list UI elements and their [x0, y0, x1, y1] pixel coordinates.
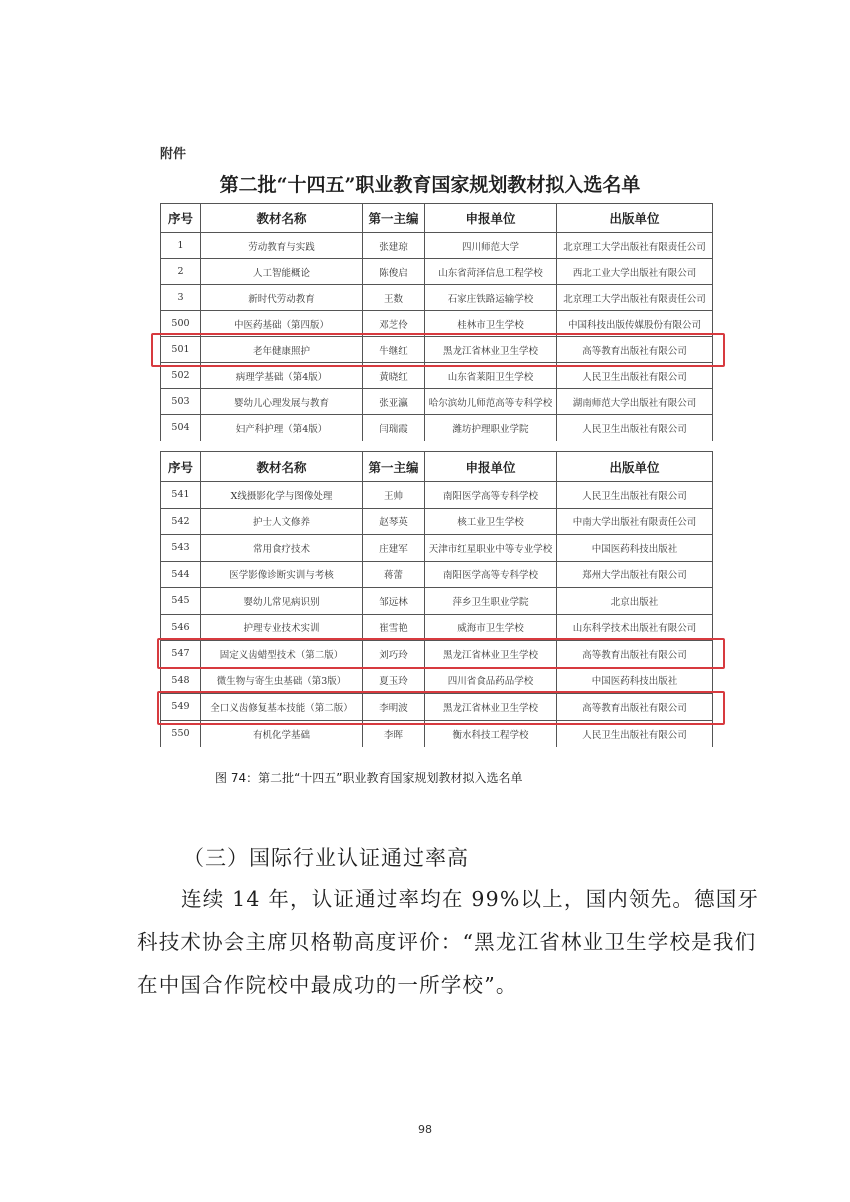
cell-applicant: 南阳医学高等专科学校	[425, 482, 557, 509]
cell-publisher: 中国医药科技出版社	[557, 667, 713, 694]
header-applicant: 申报单位	[425, 204, 557, 233]
cell-title: 病理学基础（第4版）	[201, 363, 363, 389]
highlight-box-row-547	[157, 638, 725, 669]
header-applicant: 申报单位	[425, 452, 557, 482]
cell-seq: 502	[161, 363, 201, 389]
cell-editor: 李晖	[363, 720, 425, 747]
cell-publisher: 高等教育出版社有限公司	[557, 694, 713, 721]
header-publisher: 出版单位	[557, 452, 713, 482]
header-editor: 第一主编	[363, 452, 425, 482]
cell-editor: 陈俊启	[363, 259, 425, 285]
cell-applicant: 南阳医学高等专科学校	[425, 561, 557, 588]
table-row	[161, 561, 713, 588]
cell-applicant: 黑龙江省林业卫生学校	[425, 694, 557, 721]
table-row	[161, 389, 713, 415]
cell-editor: 邹远林	[363, 588, 425, 615]
cell-title: 全口义齿修复基本技能（第二版）	[201, 694, 363, 721]
cell-seq: 548	[161, 667, 201, 694]
cell-seq: 542	[161, 508, 201, 535]
cell-seq: 546	[161, 614, 201, 641]
cell-publisher: 山东科学技术出版社有限公司	[557, 614, 713, 641]
header-seq: 序号	[161, 204, 201, 233]
table-row	[161, 508, 713, 535]
cell-title: 常用食疗技术	[201, 535, 363, 562]
cell-title: 医学影像诊断实训与考核	[201, 561, 363, 588]
table-row	[161, 535, 713, 562]
cell-seq: 545	[161, 588, 201, 615]
cell-publisher: 中国医药科技出版社	[557, 535, 713, 562]
cell-title: 固定义齿蜡型技术（第二版）	[201, 641, 363, 668]
cell-title: 劳动教育与实践	[201, 233, 363, 259]
cell-publisher: 北京理工大学出版社有限责任公司	[557, 285, 713, 311]
cell-title: 老年健康照护	[201, 337, 363, 363]
cell-applicant: 石家庄铁路运输学校	[425, 285, 557, 311]
cell-title: X线摄影化学与图像处理	[201, 482, 363, 509]
textbook-table-1	[160, 203, 713, 441]
header-publisher: 出版单位	[557, 204, 713, 233]
header-editor: 第一主编	[363, 204, 425, 233]
cell-seq: 550	[161, 720, 201, 747]
cell-seq: 501	[161, 337, 201, 363]
cell-editor: 夏玉玲	[363, 667, 425, 694]
cell-seq: 3	[161, 285, 201, 311]
cell-applicant: 核工业卫生学校	[425, 508, 557, 535]
cell-editor: 崔雪艳	[363, 614, 425, 641]
cell-publisher: 人民卫生出版社有限公司	[557, 720, 713, 747]
cell-seq: 1	[161, 233, 201, 259]
cell-title: 有机化学基础	[201, 720, 363, 747]
cell-applicant: 黑龙江省林业卫生学校	[425, 641, 557, 668]
cell-publisher: 北京出版社	[557, 588, 713, 615]
table-header-row	[161, 452, 713, 482]
cell-publisher: 中国科技出版传媒股份有限公司	[557, 311, 713, 337]
cell-seq: 544	[161, 561, 201, 588]
table-row	[161, 614, 713, 641]
cell-applicant: 四川省食品药品学校	[425, 667, 557, 694]
table-row	[161, 482, 713, 509]
cell-publisher: 人民卫生出版社有限公司	[557, 415, 713, 441]
table-row	[161, 667, 713, 694]
body-paragraph: 连续 14 年，认证通过率均在 99%以上，国内领先。德国牙科技术协会主席贝格勒高度评价：“黑龙江省林业卫生学校是我们在中国合作院校中最成功的一所学校”。	[137, 887, 760, 997]
cell-applicant: 桂林市卫生学校	[425, 311, 557, 337]
cell-editor: 邓芝伶	[363, 311, 425, 337]
cell-seq: 504	[161, 415, 201, 441]
cell-editor: 李明波	[363, 694, 425, 721]
cell-publisher: 中南大学出版社有限责任公司	[557, 508, 713, 535]
cell-title: 微生物与寄生虫基础（第3版）	[201, 667, 363, 694]
cell-editor: 王数	[363, 285, 425, 311]
header-seq: 序号	[161, 452, 201, 482]
cell-seq: 547	[161, 641, 201, 668]
cell-editor: 蒋蕾	[363, 561, 425, 588]
cell-seq: 500	[161, 311, 201, 337]
cell-editor: 闫瑞霞	[363, 415, 425, 441]
table-row	[161, 285, 713, 311]
cell-applicant: 山东省菏泽信息工程学校	[425, 259, 557, 285]
table-row	[161, 259, 713, 285]
cell-seq: 543	[161, 535, 201, 562]
cell-title: 护士人文修养	[201, 508, 363, 535]
cell-seq: 503	[161, 389, 201, 415]
cell-applicant: 衡水科技工程学校	[425, 720, 557, 747]
cell-applicant: 萍乡卫生职业学院	[425, 588, 557, 615]
cell-title: 中医药基础（第四版）	[201, 311, 363, 337]
highlight-box-row-501	[151, 333, 725, 367]
cell-editor: 牛继红	[363, 337, 425, 363]
cell-title: 婴幼儿心理发展与教育	[201, 389, 363, 415]
document-title: 第二批“十四五”职业教育国家规划教材拟入选名单	[219, 174, 641, 196]
cell-applicant: 四川师范大学	[425, 233, 557, 259]
header-title: 教材名称	[201, 452, 363, 482]
cell-applicant: 山东省莱阳卫生学校	[425, 363, 557, 389]
cell-title: 妇产科护理（第4版）	[201, 415, 363, 441]
cell-publisher: 湖南师范大学出版社有限公司	[557, 389, 713, 415]
cell-applicant: 黑龙江省林业卫生学校	[425, 337, 557, 363]
cell-publisher: 人民卫生出版社有限公司	[557, 363, 713, 389]
figure-caption: 图 74：第二批“十四五”职业教育国家规划教材拟入选名单	[215, 771, 523, 785]
cell-applicant: 哈尔滨幼儿师范高等专科学校	[425, 389, 557, 415]
cell-seq: 549	[161, 694, 201, 721]
cell-editor: 张建琼	[363, 233, 425, 259]
header-title: 教材名称	[201, 204, 363, 233]
attachment-label: 附件	[160, 147, 187, 162]
cell-applicant: 天津市红星职业中等专业学校	[425, 535, 557, 562]
cell-editor: 赵琴英	[363, 508, 425, 535]
table-row	[161, 233, 713, 259]
cell-publisher: 高等教育出版社有限公司	[557, 337, 713, 363]
cell-seq: 2	[161, 259, 201, 285]
cell-applicant: 威海市卫生学校	[425, 614, 557, 641]
cell-publisher: 郑州大学出版社有限公司	[557, 561, 713, 588]
cell-publisher: 北京理工大学出版社有限责任公司	[557, 233, 713, 259]
cell-title: 护理专业技术实训	[201, 614, 363, 641]
page-number: 98	[418, 1123, 432, 1136]
highlight-box-row-549	[157, 691, 725, 725]
table-header-row	[161, 204, 713, 233]
cell-editor: 刘巧玲	[363, 641, 425, 668]
cell-publisher: 高等教育出版社有限公司	[557, 641, 713, 668]
section-heading: （三）国际行业认证通过率高	[183, 846, 469, 870]
table-row	[161, 415, 713, 441]
cell-applicant: 潍坊护理职业学院	[425, 415, 557, 441]
cell-publisher: 西北工业大学出版社有限公司	[557, 259, 713, 285]
cell-title: 新时代劳动教育	[201, 285, 363, 311]
cell-editor: 庄建军	[363, 535, 425, 562]
table-row	[161, 588, 713, 615]
cell-editor: 王帅	[363, 482, 425, 509]
cell-title: 婴幼儿常见病识别	[201, 588, 363, 615]
cell-publisher: 人民卫生出版社有限公司	[557, 482, 713, 509]
cell-editor: 黄晓红	[363, 363, 425, 389]
cell-title: 人工智能概论	[201, 259, 363, 285]
cell-seq: 541	[161, 482, 201, 509]
cell-editor: 张亚瀛	[363, 389, 425, 415]
